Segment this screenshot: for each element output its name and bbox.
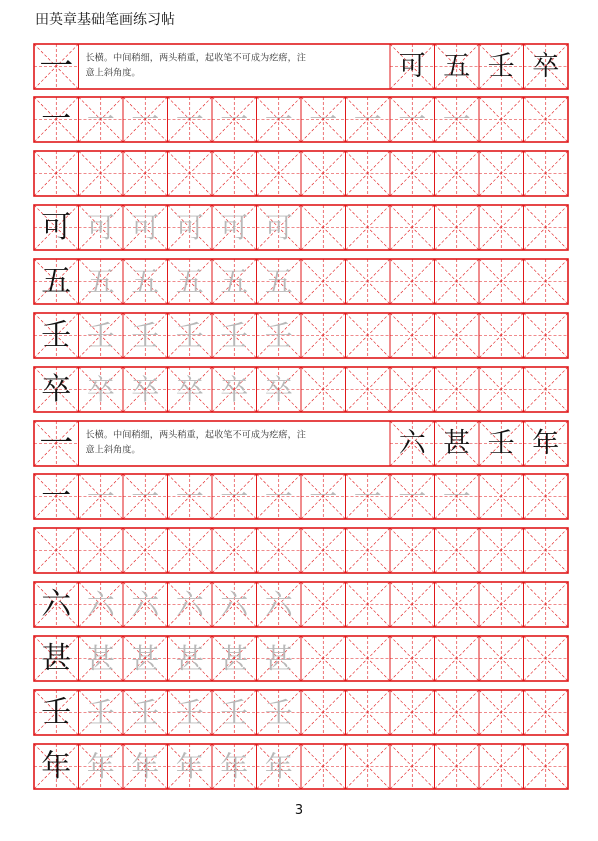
trace-char: 甚 — [86, 642, 115, 675]
trace-char: 甚 — [220, 642, 249, 675]
model-char: 一 — [41, 479, 72, 514]
trace-char: 卒 — [86, 373, 115, 406]
trace-char: 一 — [264, 103, 293, 136]
model-char: 六 — [41, 587, 72, 622]
trace-char: 壬 — [175, 319, 204, 352]
trace-char: 一 — [398, 480, 427, 513]
trace-char: 年 — [131, 750, 160, 783]
trace-char: 壬 — [220, 696, 249, 729]
stroke-description: 意上斜角度。 — [85, 67, 141, 79]
trace-char: 一 — [220, 480, 249, 513]
trace-char: 甚 — [175, 642, 204, 675]
trace-char: 一 — [353, 480, 382, 513]
trace-char: 卒 — [264, 373, 293, 406]
trace-char: 可 — [131, 211, 160, 244]
trace-char: 年 — [220, 750, 249, 783]
trace-char: 卒 — [220, 373, 249, 406]
model-char: 卒 — [41, 372, 72, 407]
trace-char: 壬 — [220, 319, 249, 352]
page-number: 3 — [294, 803, 304, 818]
trace-char: 一 — [175, 103, 204, 136]
trace-char: 一 — [131, 103, 160, 136]
example-char: 壬 — [487, 428, 515, 459]
model-char: 甚 — [41, 641, 72, 676]
model-char: 年 — [41, 749, 72, 784]
stroke-description: 长横。中间稍细，两头稍重，起收笔不可成为疙瘩，注 — [85, 429, 306, 441]
trace-char: 壬 — [131, 696, 160, 729]
trace-char: 壬 — [175, 696, 204, 729]
model-char: 壬 — [41, 318, 72, 353]
trace-char: 一 — [309, 480, 338, 513]
trace-char: 六 — [175, 588, 204, 621]
trace-char: 可 — [175, 211, 204, 244]
trace-char: 五 — [86, 265, 115, 298]
trace-char: 可 — [86, 211, 115, 244]
example-char: 六 — [398, 428, 426, 459]
model-char: 壬 — [41, 695, 72, 730]
trace-char: 六 — [131, 588, 160, 621]
trace-char: 一 — [264, 480, 293, 513]
trace-char: 壬 — [131, 319, 160, 352]
trace-char: 一 — [442, 480, 471, 513]
trace-char: 一 — [175, 480, 204, 513]
example-char: 卒 — [532, 51, 560, 82]
example-char: 甚 — [443, 428, 471, 459]
trace-char: 五 — [131, 265, 160, 298]
trace-char: 壬 — [86, 696, 115, 729]
trace-char: 卒 — [175, 373, 204, 406]
trace-char: 可 — [264, 211, 293, 244]
trace-char: 五 — [175, 265, 204, 298]
stroke-glyph: 一 — [39, 46, 74, 87]
model-char: 一 — [41, 102, 72, 137]
page-title: 田英章基础笔画练习帖 — [35, 12, 175, 28]
stroke-description: 意上斜角度。 — [85, 444, 141, 456]
trace-char: 一 — [309, 103, 338, 136]
trace-char: 甚 — [131, 642, 160, 675]
trace-char: 五 — [264, 265, 293, 298]
trace-char: 一 — [86, 480, 115, 513]
example-char: 年 — [532, 428, 560, 459]
trace-char: 可 — [220, 211, 249, 244]
trace-char: 一 — [398, 103, 427, 136]
trace-char: 壬 — [264, 696, 293, 729]
model-char: 五 — [41, 264, 72, 299]
example-char: 壬 — [487, 51, 515, 82]
trace-char: 壬 — [86, 319, 115, 352]
stroke-glyph: 一 — [39, 423, 74, 464]
trace-char: 年 — [175, 750, 204, 783]
trace-char: 甚 — [264, 642, 293, 675]
trace-char: 五 — [220, 265, 249, 298]
stroke-description: 长横。中间稍细，两头稍重，起收笔不可成为疙瘩，注 — [85, 52, 306, 64]
trace-char: 六 — [86, 588, 115, 621]
trace-char: 六 — [264, 588, 293, 621]
trace-char: 一 — [131, 480, 160, 513]
trace-char: 年 — [86, 750, 115, 783]
trace-char: 一 — [86, 103, 115, 136]
trace-char: 六 — [220, 588, 249, 621]
example-char: 五 — [443, 51, 471, 82]
trace-char: 壬 — [264, 319, 293, 352]
trace-char: 一 — [353, 103, 382, 136]
trace-char: 一 — [220, 103, 249, 136]
model-char: 可 — [41, 210, 72, 245]
trace-char: 年 — [264, 750, 293, 783]
example-char: 可 — [398, 51, 426, 82]
trace-char: 卒 — [131, 373, 160, 406]
trace-char: 一 — [442, 103, 471, 136]
